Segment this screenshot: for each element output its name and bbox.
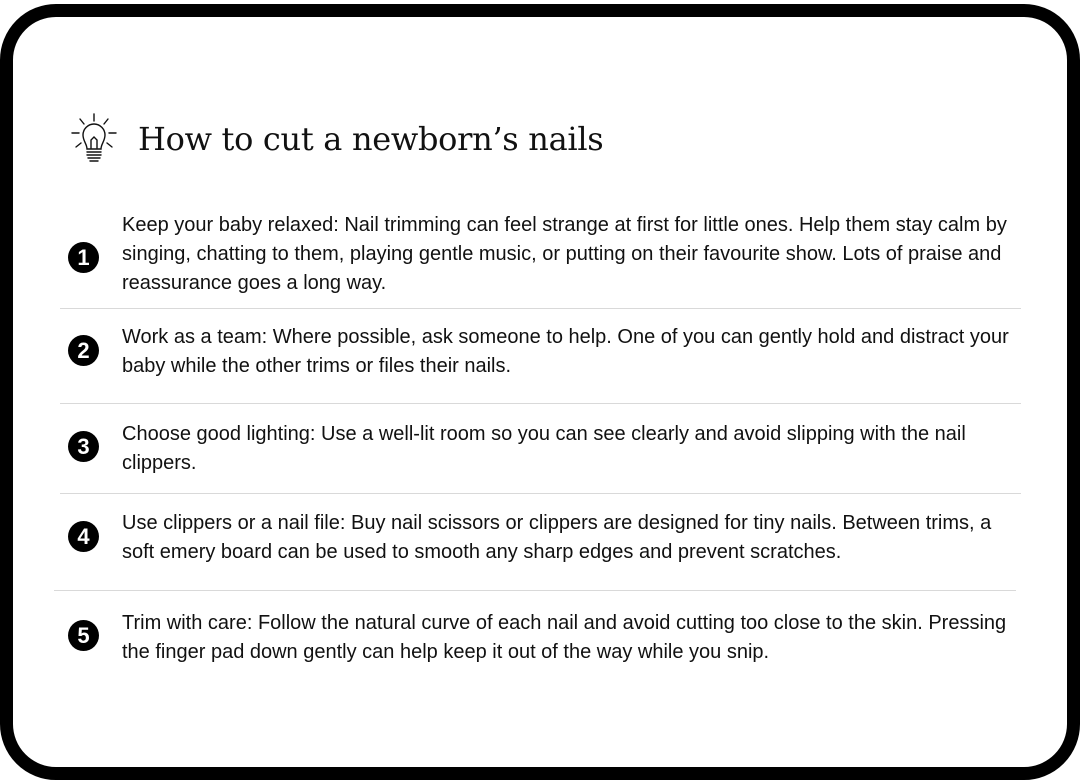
- step-text: Keep your baby relaxed: Nail trimming can feel strange at first for little ones. Help them stay calm by singing, chatting to them, playing gentle music, or putting on their favourite show. Lots of praise and reassurance goes a long way.: [122, 214, 1007, 294]
- step-text: Trim with care: Follow the natural curve of each nail and avoid cutting too close to the skin. Pressing the finger pad down gently can help keep it out of the way while you snip.: [122, 612, 1007, 663]
- step-text: Work as a team: Where possible, ask someone to help. One of you can gently hold and distract your baby while the other trims or files their nails.: [122, 326, 1009, 377]
- divider: [60, 308, 1021, 309]
- step-number-badge: 3: [68, 431, 99, 462]
- page-title: How to cut a newborn’s nails: [138, 120, 604, 158]
- step-number-badge: 4: [68, 521, 99, 552]
- divider: [54, 590, 1016, 591]
- divider: [60, 403, 1021, 404]
- step-number-badge: 5: [68, 620, 99, 651]
- steps-list: [13, 17, 1067, 767]
- info-card: [0, 4, 1080, 780]
- step-text: Use clippers or a nail file: Buy nail scissors or clippers are designed for tiny nails. Between trims, a soft emery board can be used to smooth any sharp edges and prevent scratches.: [122, 512, 992, 563]
- step-text: Choose good lighting: Use a well-lit room so you can see clearly and avoid slipping with the nail clippers.: [122, 423, 966, 474]
- divider: [60, 493, 1021, 494]
- step-number-badge: 1: [68, 242, 99, 273]
- step-number-badge: 2: [68, 335, 99, 366]
